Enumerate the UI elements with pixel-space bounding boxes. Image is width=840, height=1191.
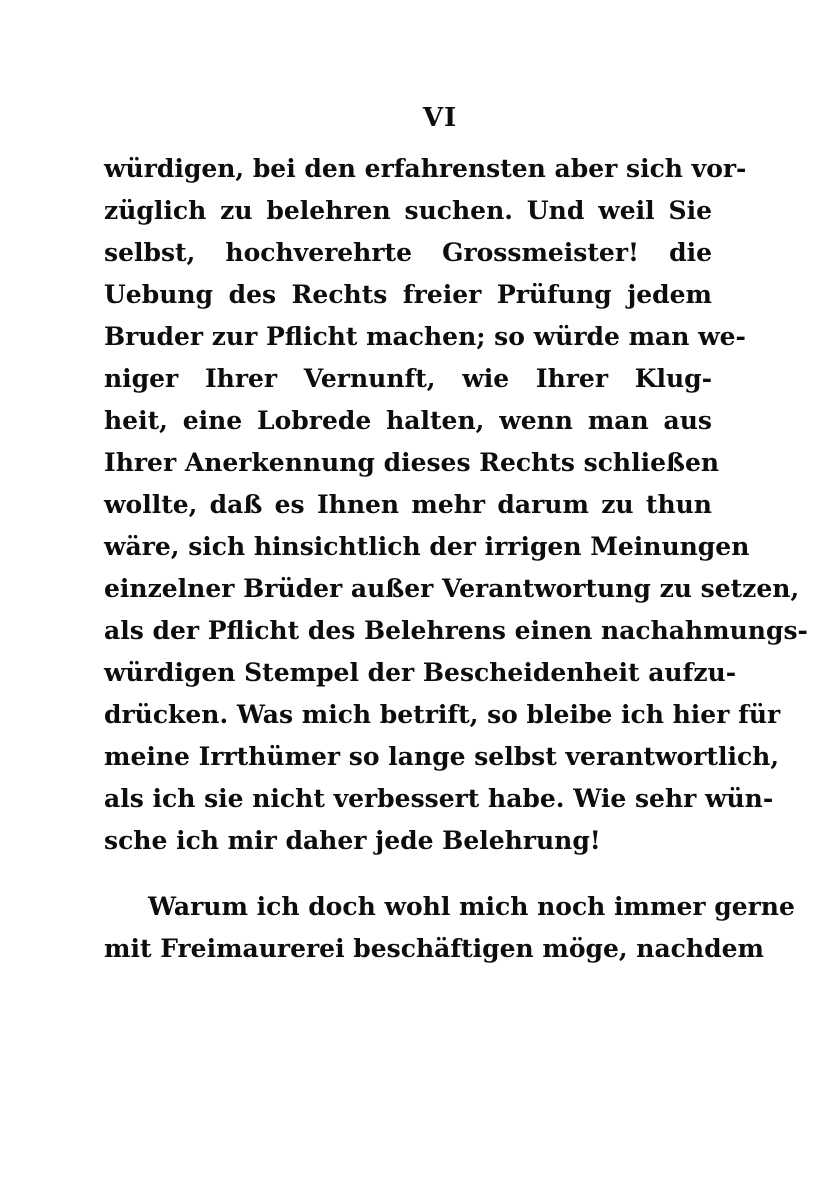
text-line: als der Pflicht des Belehrens einen nachahmungs- <box>104 616 808 645</box>
text-line: einzelner Brüder außer Verantwortung zu setzen, <box>104 574 800 603</box>
text-line: würdigen Stempel der Bescheidenheit aufzu- <box>104 658 737 687</box>
text-line: wäre, sich hinsichtlich der irrigen Meinungen <box>104 532 750 561</box>
text-line: mit Freimaurerei beschäftigen möge, nachdem <box>104 934 764 963</box>
text-line: Warum ich doch wohl mich noch immer gerne <box>148 892 795 921</box>
text-line: drücken. Was mich betrift, so bleibe ich hier für <box>104 700 781 729</box>
text-line: Bruder zur Pflicht machen; so würde man we- <box>104 322 746 351</box>
text-line: züglich zu belehren suchen. Und weil Sie <box>104 196 712 225</box>
text-line: heit, eine Lobrede halten, wenn man aus <box>104 406 712 435</box>
text-line: niger Ihrer Vernunft, wie Ihrer Klug- <box>104 364 712 393</box>
text-line: sche ich mir daher jede Belehrung! <box>104 826 601 855</box>
paragraph-2 <box>104 886 795 970</box>
text-line: Uebung des Rechts freier Prüfung jedem <box>104 280 712 309</box>
text-line: Ihrer Anerkennung dieses Rechts schließen <box>104 448 720 477</box>
text-line: selbst, hochverehrte Grossmeister! die <box>104 238 712 267</box>
text-line: als ich sie nicht verbessert habe. Wie sehr wün- <box>104 784 774 813</box>
text-line: meine Irrthümer so lange selbst verantwortlich, <box>104 742 780 771</box>
page-number: VI <box>422 103 458 133</box>
text-line: wollte, daß es Ihnen mehr darum zu thun <box>104 490 712 519</box>
text-line: würdigen, bei den erfahrensten aber sich vor- <box>104 154 747 183</box>
paragraph-1 <box>104 148 808 862</box>
